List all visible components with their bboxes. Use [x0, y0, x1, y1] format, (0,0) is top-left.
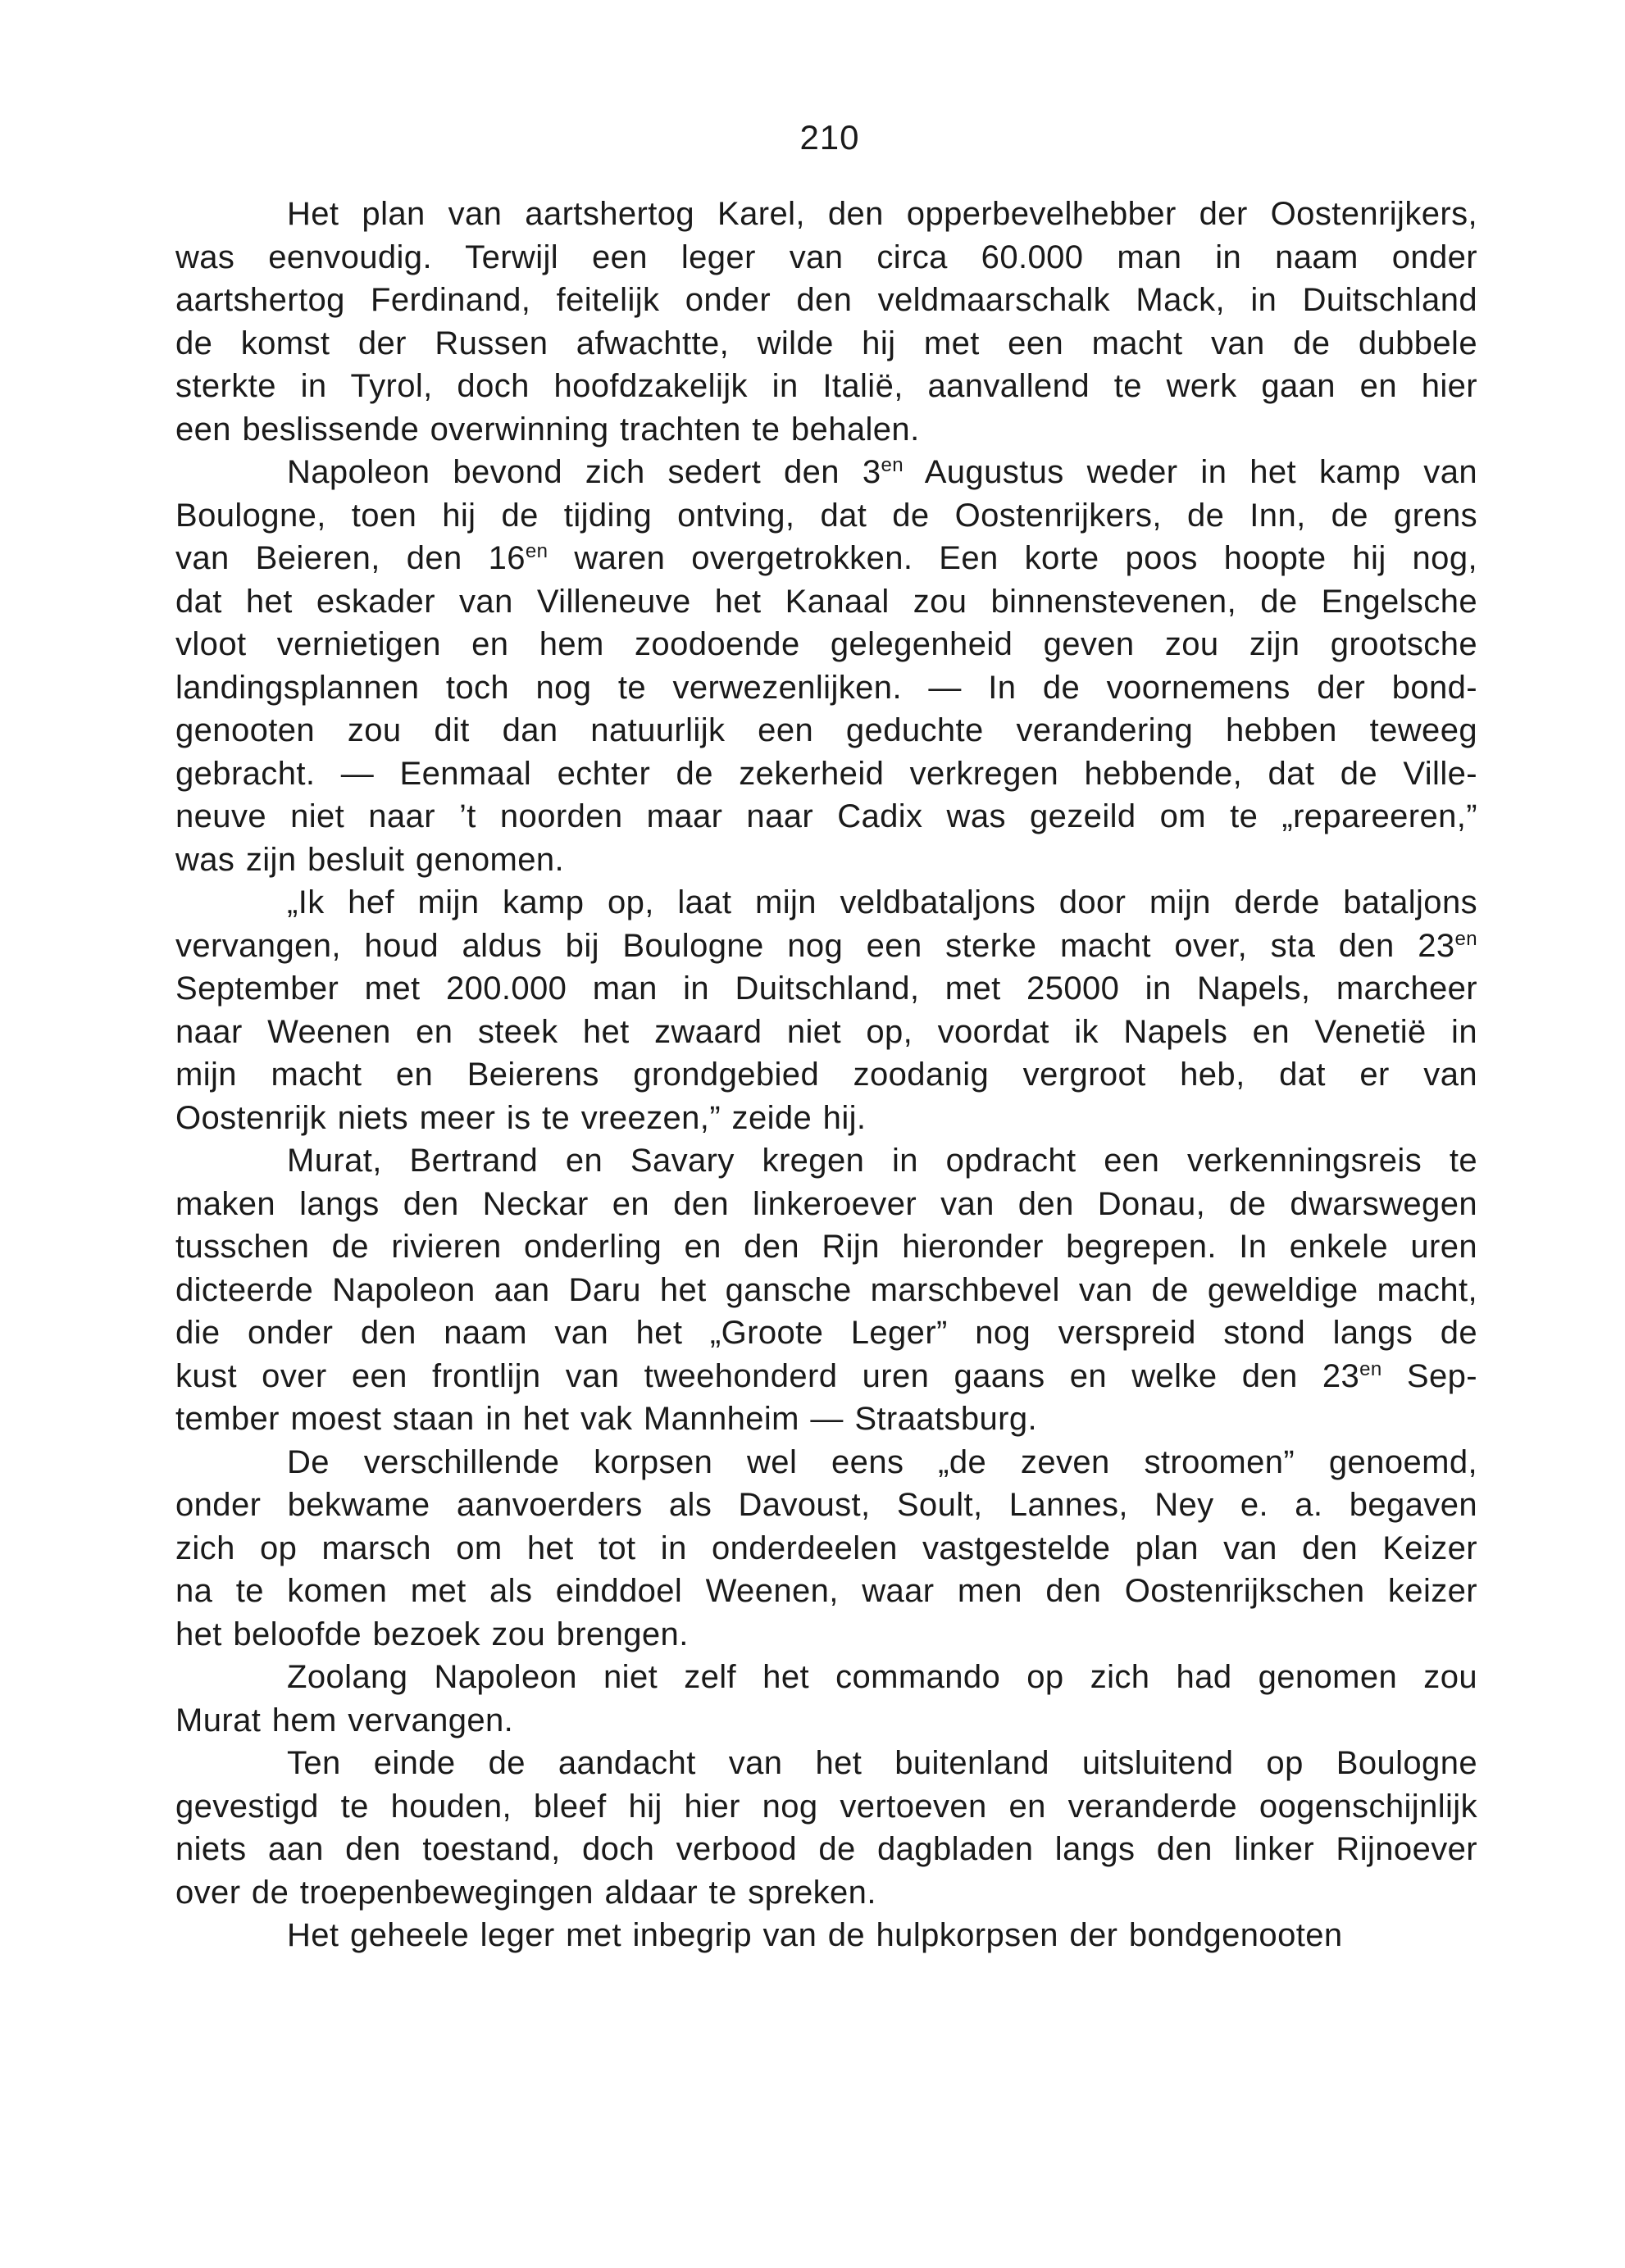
text-line: gevestigd te houden, bleef hij hier nog vertoeven en veranderde oogenschijnlijk	[175, 1788, 1477, 1825]
text-line: een beslissende overwinning trachten te behalen.	[175, 411, 920, 448]
text-line: Boulogne, toen hij de tijding ontving, dat de Oostenrijkers, de Inn, de grens	[175, 497, 1477, 534]
paragraph	[175, 1441, 1477, 1657]
text-line: tember moest staan in het vak Mannheim — Straatsburg.	[175, 1401, 1038, 1437]
paragraph	[175, 1139, 1477, 1441]
text-line: naar Weenen en steek het zwaard niet op, voordat ik Napels en Venetië in	[175, 1013, 1477, 1050]
text-line: gebracht. — Eenmaal echter de zekerheid verkregen hebbende, dat de Ville-	[175, 755, 1477, 792]
text-line: dicteerde Napoleon aan Daru het gansche marschbevel van de geweldige macht,	[175, 1271, 1477, 1308]
text-line: Ten einde de aandacht van het buitenland uitsluitend op Boulogne	[287, 1745, 1477, 1781]
text-line: Murat hem vervangen.	[175, 1702, 514, 1738]
text-line: na te komen met als einddoel Weenen, waar men den Oostenrijkschen keizer	[175, 1573, 1477, 1609]
text-line: dat het eskader van Villeneuve het Kanaal zou binnenstevenen, de Engelsche	[175, 583, 1477, 620]
text-line: die onder den naam van het „Groote Leger” nog verspreid stond langs de	[175, 1315, 1477, 1351]
text-line: mijn macht en Beierens grondgebied zoodanig vergroot heb, dat er van	[175, 1057, 1477, 1093]
text-line: zich op marsch om het tot in onderdeelen vastgestelde plan van den Keizer	[175, 1529, 1477, 1566]
paragraph	[175, 1742, 1477, 1914]
paragraph	[175, 193, 1477, 451]
text-line: Het geheele leger met inbegrip van de hulpkorpsen der bondgenooten	[287, 1917, 1343, 1953]
text-line: „Ik hef mijn kamp op, laat mijn veldbataljons door mijn derde bataljons	[287, 884, 1477, 920]
text-line: De verschillende korpsen wel eens „de zeven stroomen” genoemd,	[287, 1443, 1477, 1480]
text-line: was eenvoudig. Terwijl een leger van circa 60.000 man in naam onder	[175, 239, 1477, 275]
paragraph	[175, 1656, 1477, 1742]
paragraph	[175, 1914, 1477, 1957]
text-line: genooten zou dit dan natuurlijk een geduchte verandering hebben teweeg	[175, 712, 1477, 748]
paragraph	[175, 881, 1477, 1139]
text-line: neuve niet naar ’t noorden maar naar Cadix was gezeild om te „repareeren,”	[175, 798, 1477, 834]
text-line: niets aan den toestand, doch verbood de dagbladen langs den linker Rijnoever	[175, 1831, 1477, 1867]
text-line: vervangen, houd aldus bij Boulogne nog een sterke macht over, sta den $23^{en}$	[175, 927, 1477, 964]
text-line: Zoolang Napoleon niet zelf het commando op zich had genomen zou	[287, 1659, 1477, 1695]
text-line: over de troepenbewegingen aldaar te spreken.	[175, 1874, 876, 1911]
text-line: sterkte in Tyrol, doch hoofdzakelijk in Italië, aanvallend te werk gaan en hier	[175, 368, 1477, 404]
page-number: 210	[799, 118, 860, 157]
text-line: kust over een frontlijn van tweehonderd uren gaans en welke den $23^{en}$ Sep-	[175, 1357, 1477, 1394]
text-line: onder bekwame aanvoerders als Davoust, Soult, Lannes, Ney e. a. begaven	[175, 1487, 1477, 1523]
text-line: de komst der Russen afwachtte, wilde hij met een macht van de dubbele	[175, 325, 1477, 361]
text-line: Murat, Bertrand en Savary kregen in opdracht een verkenningsreis te	[287, 1143, 1477, 1179]
body-text	[175, 193, 1477, 1957]
text-line: Oostenrijk niets meer is te vreezen,” zeide hij.	[175, 1099, 867, 1136]
text-line: September met 200.000 man in Duitschland, met 25000 in Napels, marcheer	[175, 970, 1477, 1007]
text-line: aartshertog Ferdinand, feitelijk onder den veldmaarschalk Mack, in Duitschland	[175, 282, 1477, 318]
text-line: vloot vernietigen en hem zoodoende gelegenheid geven zou zijn grootsche	[175, 626, 1477, 662]
text-line: Het plan van aartshertog Karel, den opperbevelhebber der Oostenrijkers,	[287, 196, 1477, 232]
text-line: maken langs den Neckar en den linkeroever van den Donau, de dwarswegen	[175, 1185, 1477, 1222]
paragraph	[175, 451, 1477, 881]
text-line: was zijn besluit genomen.	[175, 841, 565, 878]
text-line: landingsplannen toch nog te verwezenlijken. — In de voornemens der bond-	[175, 669, 1477, 706]
text-line: van Beieren, den $16^{en}$ waren overgetrokken. Een korte poos hoopte hij nog,	[175, 540, 1477, 576]
text-line: het beloofde bezoek zou brengen.	[175, 1616, 689, 1652]
text-line: tusschen de rivieren onderling en den Rijn hieronder begrepen. In enkele uren	[175, 1229, 1477, 1265]
text-line: Napoleon bevond zich sedert den $3^{en}$ Augustus weder in het kamp van	[287, 454, 1477, 490]
